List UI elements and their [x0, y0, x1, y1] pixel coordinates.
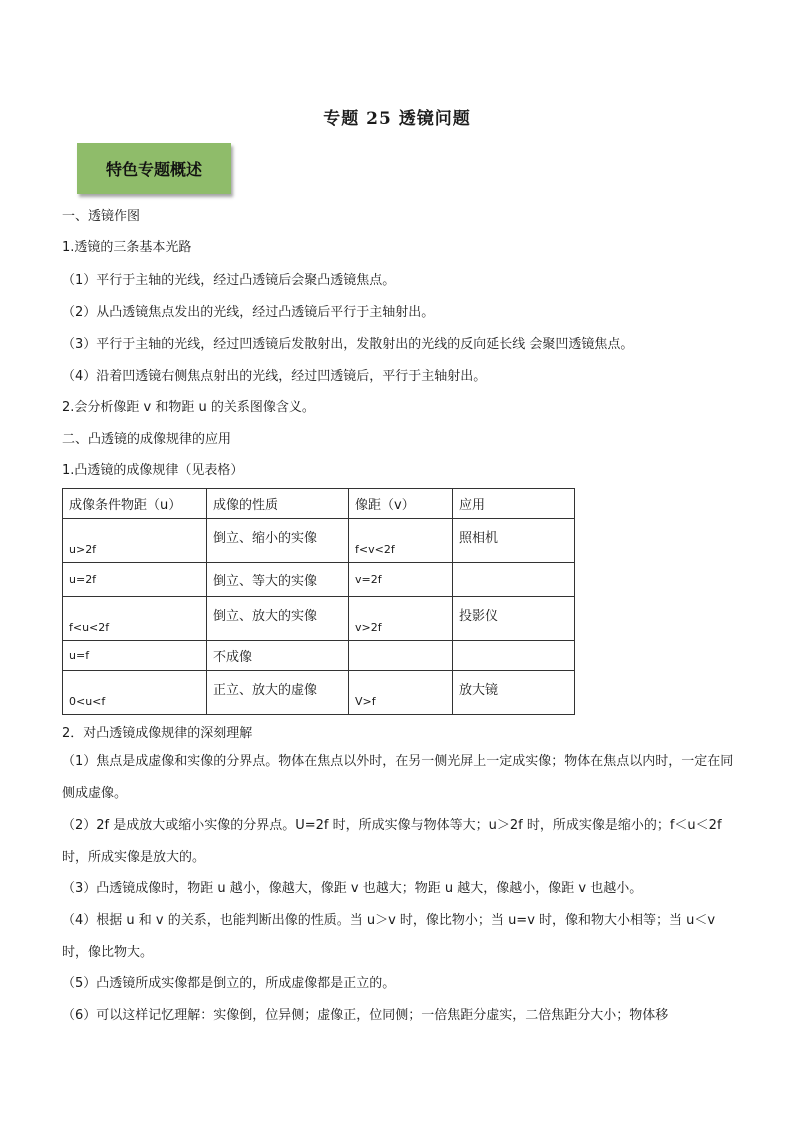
table-cell: [453, 563, 575, 597]
table-row: [63, 519, 575, 563]
table-cell: 正立、放大的虚像: [207, 671, 349, 715]
table-cell: v=2f: [349, 563, 453, 597]
understanding-para-5: （5）凸透镜所成实像都是倒立的，所成虚像都是正立的。: [62, 976, 396, 991]
table-cell: f<u<2f: [63, 597, 207, 641]
light-path-item-2: （2）从凸透镜焦点发出的光线，经过凸透镜后平行于主轴射出。: [62, 305, 435, 320]
table-cell: [453, 641, 575, 671]
section2-sub2: 2．对凸透镜成像规律的深刻理解: [62, 726, 253, 741]
table-cell: [349, 641, 453, 671]
table-cell: 倒立、放大的实像: [207, 597, 349, 641]
understanding-para-6: （6）可以这样记忆理解：实像倒，位异侧；虚像正，位同侧；一倍焦距分虚实，二倍焦距分大小；物体移: [62, 1008, 669, 1023]
section1-heading: 一、透镜作图: [62, 209, 141, 224]
table-cell: 0<u<f: [63, 671, 207, 715]
table-header-cell: 像距（v）: [349, 489, 453, 519]
table-row: [63, 641, 575, 671]
understanding-para-4: （4）根据 u 和 v 的关系，也能判断出像的性质。当 u＞v 时，像比物小；当 u=v 时，像和物大小相等；当 u＜v 时，像比物大。: [62, 913, 716, 960]
light-path-item-3: （3）平行于主轴的光线，经过凹透镜后发散射出，发散射出的光线的反向延长线 会聚凹透镜焦点。: [62, 337, 634, 352]
table-header-cell: 成像条件物距（u）: [63, 489, 207, 519]
table-row: [63, 597, 575, 641]
table-cell: 倒立、等大的实像: [207, 563, 349, 597]
table-cell: v>2f: [349, 597, 453, 641]
section2-heading: 二、凸透镜的成像规律的应用: [62, 432, 232, 447]
table-header-cell: 应用: [453, 489, 575, 519]
table-header-row: [63, 489, 575, 519]
light-path-item-1: （1）平行于主轴的光线，经过凸透镜后会聚凸透镜焦点。: [62, 273, 396, 288]
understanding-para-2: （2）2f 是成放大或缩小实像的分界点。U=2f 时，所成实像与物体等大；u＞2f 时，所成实像是缩小的；f＜u＜2f 时，所成实像是放大的。: [62, 818, 722, 865]
page-title: 专题 25 透镜问题: [323, 109, 471, 129]
table-cell: u>2f: [63, 519, 207, 563]
table-cell: 投影仪: [453, 597, 575, 641]
table-cell: f<v<2f: [349, 519, 453, 563]
table-cell: 倒立、缩小的实像: [207, 519, 349, 563]
table-row: [63, 563, 575, 597]
table-header-cell: 成像的性质: [207, 489, 349, 519]
table-cell: u=2f: [63, 563, 207, 597]
table-cell: V>f: [349, 671, 453, 715]
light-path-item-4: （4）沿着凹透镜右侧焦点射出的光线，经过凹透镜后，平行于主轴射出。: [62, 369, 487, 384]
table-row: [63, 671, 575, 715]
imaging-rules-table: [62, 488, 575, 715]
table-cell: u=f: [63, 641, 207, 671]
section2-sub1: 1.凸透镜的成像规律（见表格）: [62, 463, 244, 478]
understanding-para-3: （3）凸透镜成像时，物距 u 越小，像越大，像距 v 也越大；物距 u 越大，像越小，像距 v 也越小。: [62, 881, 643, 896]
table-cell: 照相机: [453, 519, 575, 563]
section-banner: 特色专题概述: [77, 143, 231, 194]
table-cell: 放大镜: [453, 671, 575, 715]
section1-sub2: 2.会分析像距 v 和物距 u 的关系图像含义。: [62, 400, 315, 415]
section1-sub1: 1.透镜的三条基本光路: [62, 240, 192, 255]
understanding-para-1: （1）焦点是成虚像和实像的分界点。物体在焦点以外时，在另一侧光屏上一定成实像；物体在焦点以内时，一定在同侧成虚像。: [62, 754, 734, 801]
table-cell: 不成像: [207, 641, 349, 671]
